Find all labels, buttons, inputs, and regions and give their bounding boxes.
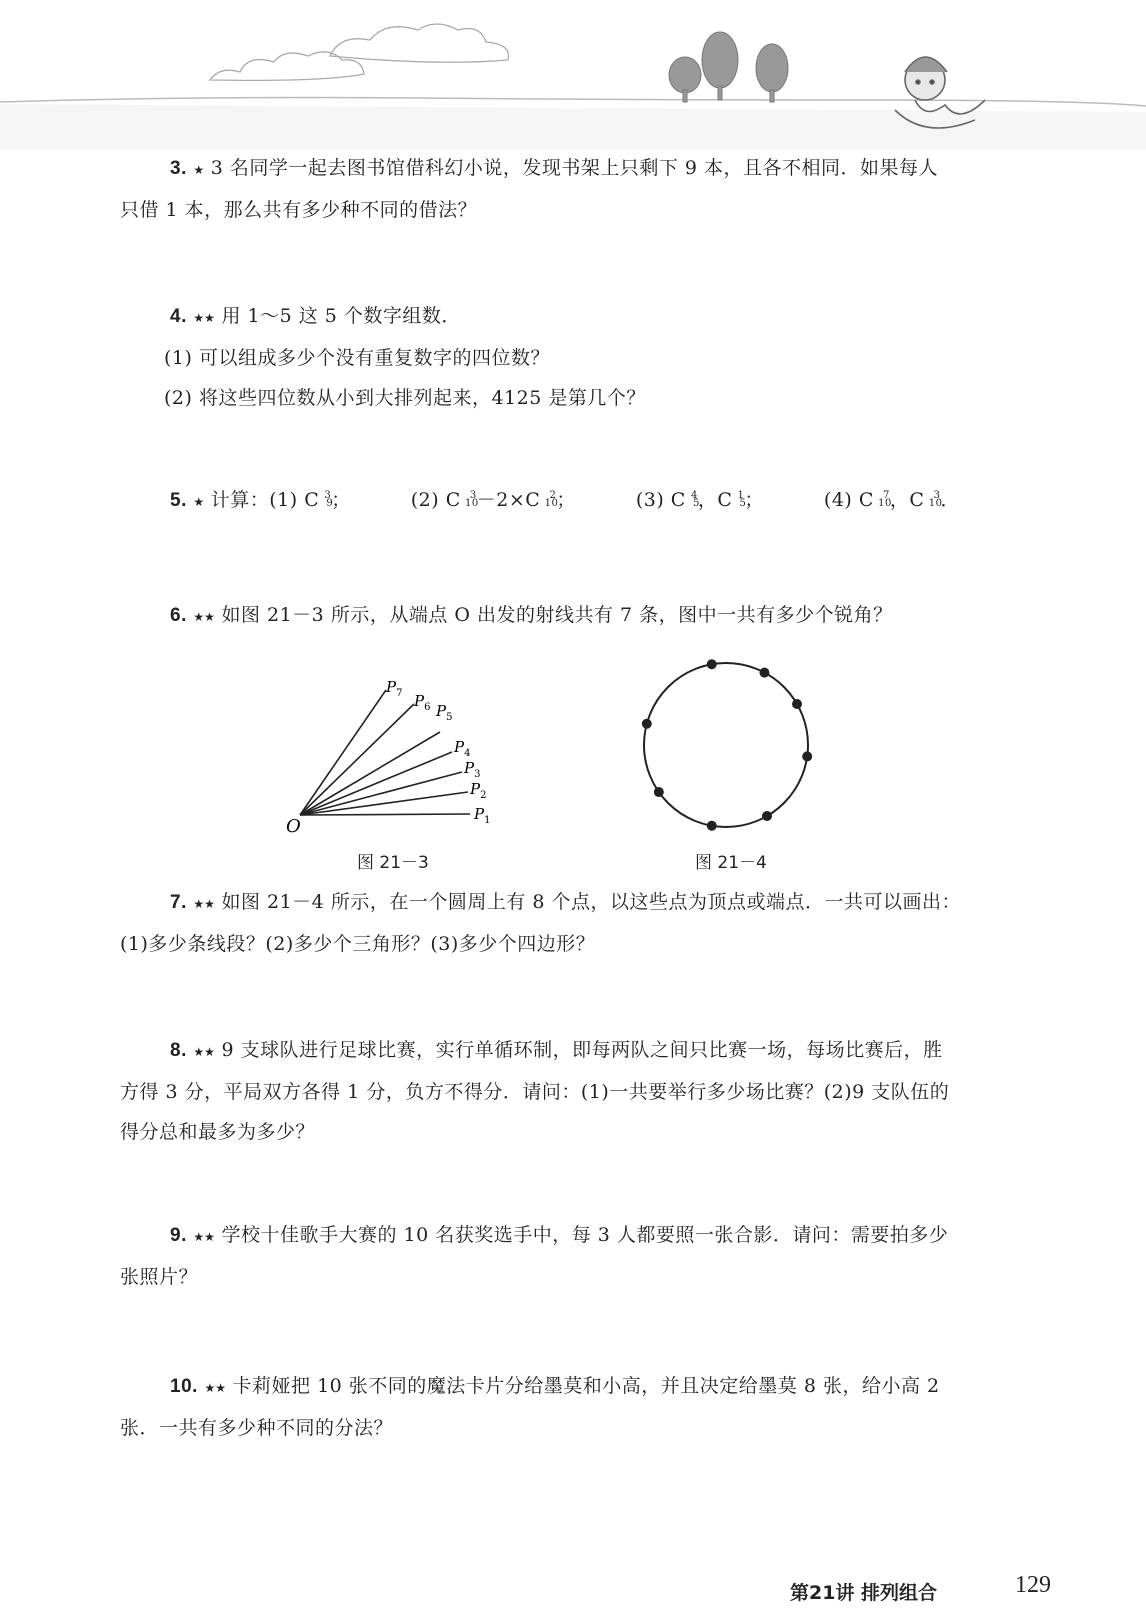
calc-item <box>269 480 351 520</box>
origin-label: O <box>286 816 301 837</box>
difficulty-stars: ★★ <box>193 311 215 325</box>
ray-label: $P_7$ <box>386 678 403 699</box>
ray-label: $P_3$ <box>464 759 481 780</box>
question-text: 用 1～5 这 5 个数字组数． <box>221 305 461 327</box>
circle-point <box>759 668 769 678</box>
question-text: 学校十佳歌手大赛的 10 名获奖选手中，每 3 人都要照一张合影．请问：需要拍多少 <box>221 1224 949 1246</box>
circle-point <box>762 811 772 821</box>
circle-point <box>792 699 802 709</box>
question-3 <box>120 148 1020 230</box>
circle-point <box>802 751 812 761</box>
question-text: 卡莉娅把 10 张不同的魔法卡片分给墨莫和小高，并且决定给墨莫 8 张，给小高 2 <box>232 1375 940 1397</box>
difficulty-stars: ★★ <box>204 1381 226 1395</box>
combination-symbol <box>446 480 477 520</box>
combination-symbol <box>304 480 334 520</box>
ray-p4 <box>300 752 452 815</box>
figure-caption: 图 21－4 <box>695 853 767 873</box>
comb-sub: 10 <box>928 498 943 509</box>
calc-item-tail: ； <box>331 489 351 511</box>
combination-symbol <box>717 480 747 520</box>
question-text: 3 名同学一起去图书馆借科幻小说，发现书架上只剩下 9 本，且各不相同．如果每人 <box>210 157 939 179</box>
question-text: 得分总和最多为多少？ <box>120 1121 316 1143</box>
question-text: 9 支球队进行足球比赛，实行单循环制，即每两队之间只比赛一场，每场比赛后，胜 <box>221 1039 943 1061</box>
operator: －2× <box>476 489 526 511</box>
calc-item <box>824 480 960 520</box>
question-number: 3. <box>170 158 187 179</box>
difficulty-stars: ★★ <box>193 1045 215 1059</box>
calc-items <box>269 489 960 511</box>
comb-sub: 10 <box>878 498 892 509</box>
question-9 <box>120 1215 1020 1297</box>
calc-item <box>636 480 764 520</box>
ray-p6 <box>300 704 414 815</box>
comb-base: C <box>445 489 461 511</box>
calc-item-tail: ； <box>556 489 576 511</box>
question-8 <box>120 1030 1020 1152</box>
combination-symbol <box>525 480 559 520</box>
chapter-title: 第21讲 排列组合 <box>790 1582 938 1604</box>
question-text: 如图 21－3 所示，从端点 O 出发的射线共有 7 条，图中一共有多少个锐角？ <box>221 604 893 626</box>
figure-21-4 <box>636 655 816 835</box>
ray-label: $P_6$ <box>414 692 431 713</box>
ray-p1 <box>300 814 470 815</box>
comb-sup: 4 <box>690 490 698 501</box>
question-text: 方得 3 分，平局双方各得 1 分，负方不得分．请问：(1)一共要举行多少场比赛？(2)9 支队伍的 <box>120 1081 950 1103</box>
difficulty-stars: ★★ <box>193 1230 215 1244</box>
ray-label: $P_4$ <box>454 738 471 759</box>
question-text: 只借 1 本，那么共有多少种不同的借法？ <box>120 199 478 221</box>
header-illustration <box>0 0 1146 150</box>
page-number: 129 <box>1015 1572 1051 1598</box>
question-6 <box>120 595 1020 637</box>
question-text: 如图 21－4 所示，在一个圆周上有 8 个点，以这些点为顶点或端点．一共可以画出： <box>221 891 961 913</box>
question-number: 4. <box>170 306 187 327</box>
calc-item-label: (1) <box>269 489 305 511</box>
question-lead: 计算： <box>210 489 270 511</box>
operator: ， <box>889 489 910 511</box>
calc-item-label: (4) <box>823 489 859 511</box>
difficulty-stars: ★ <box>193 495 205 509</box>
calc-item-label: (2) <box>410 489 446 511</box>
comb-base: C <box>858 489 874 511</box>
circle-point <box>642 719 652 729</box>
question-5 <box>120 480 1020 522</box>
comb-sup: 2 <box>549 490 557 501</box>
sub-question: (2) 将这些四位数从小到大排列起来，4125 是第几个？ <box>164 387 646 409</box>
combination-symbol <box>909 480 943 520</box>
question-number: 9. <box>170 1225 187 1246</box>
question-number: 7. <box>170 892 187 913</box>
combination-symbol <box>671 480 698 520</box>
question-7 <box>120 882 1020 964</box>
ray-label: $P_5$ <box>436 702 453 723</box>
comb-sup: 3 <box>324 490 332 501</box>
question-text: 张照片？ <box>120 1266 199 1288</box>
comb-base: C <box>717 489 733 511</box>
tree-icon <box>669 32 788 102</box>
comb-sup: 3 <box>933 490 941 501</box>
comb-sup: 1 <box>737 490 745 501</box>
calc-item-tail: ； <box>744 489 764 511</box>
question-number: 6. <box>170 605 187 626</box>
comb-sub: 10 <box>544 498 559 509</box>
ray-label: $P_1$ <box>474 805 491 826</box>
calc-item <box>411 480 576 520</box>
ray-p2 <box>300 792 468 815</box>
difficulty-stars: ★ <box>193 163 205 177</box>
ray-p5 <box>300 732 440 815</box>
question-number: 5. <box>170 490 187 511</box>
calc-item-label: (3) <box>635 489 671 511</box>
question-text: 张．一共有多少种不同的分法？ <box>120 1417 394 1439</box>
comb-sup: 3 <box>469 490 477 501</box>
question-4 <box>120 296 1020 418</box>
comb-base: C <box>670 489 686 511</box>
comb-base: C <box>304 489 320 511</box>
comb-sub: 10 <box>465 498 479 509</box>
circle-point <box>654 787 664 797</box>
operator: ， <box>697 489 718 511</box>
calc-item-tail: ． <box>940 489 960 511</box>
comb-sup: 7 <box>883 490 890 501</box>
combination-symbol <box>859 480 890 520</box>
figure-21-3 <box>280 660 520 840</box>
circle-point <box>707 659 717 669</box>
question-10 <box>120 1366 1020 1448</box>
comb-sub: 9 <box>326 498 334 509</box>
comb-sub: 5 <box>739 498 747 509</box>
question-number: 10. <box>170 1376 198 1397</box>
sub-question: (1) 可以组成多少个没有重复数字的四位数？ <box>164 347 550 369</box>
cloud-icon <box>210 24 509 80</box>
circle-point <box>707 821 717 831</box>
question-number: 8. <box>170 1040 187 1061</box>
circle <box>644 663 808 827</box>
difficulty-stars: ★★ <box>193 897 215 911</box>
comb-base: C <box>525 489 541 511</box>
comb-base: C <box>909 489 925 511</box>
figure-caption: 图 21－3 <box>357 853 429 873</box>
ray-label: $P_2$ <box>470 780 487 801</box>
difficulty-stars: ★★ <box>193 610 215 624</box>
question-text: (1)多少条线段？(2)多少个三角形？(3)多少个四边形？ <box>120 933 596 955</box>
comb-sub: 5 <box>692 498 700 509</box>
